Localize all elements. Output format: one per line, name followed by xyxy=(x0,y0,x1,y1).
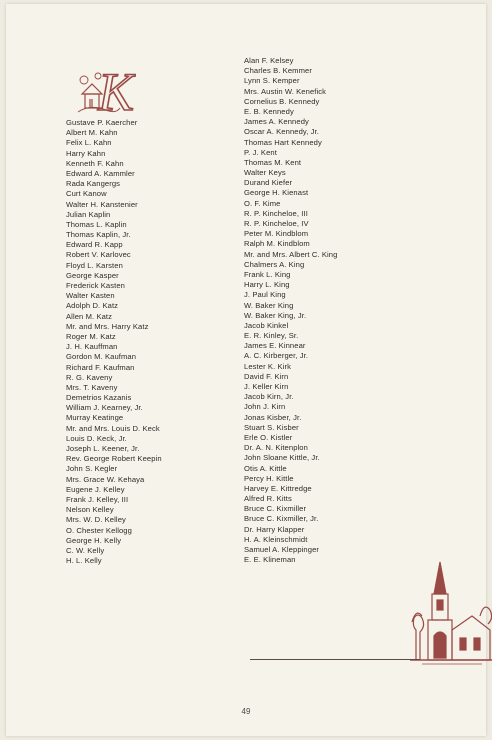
donor-name: Allen M. Katz xyxy=(66,311,113,321)
donor-name: O. F. Kime xyxy=(244,198,281,208)
donor-name: Ralph M. Kindblom xyxy=(244,239,310,249)
donor-name: Thomas M. Kent xyxy=(244,157,302,167)
donor-name: Bruce C. Kixmiller, Jr. xyxy=(244,514,319,524)
donor-name: Joseph L. Keener, Jr. xyxy=(66,444,140,453)
donor-name: James A. Kennedy xyxy=(244,117,309,127)
donor-name: Lester K. Kirk xyxy=(244,361,291,371)
initial-letter: K xyxy=(98,62,135,122)
donor-name: Samuel A. Kleppinger xyxy=(244,545,320,554)
donor-name: R. P. Kincheloe, III xyxy=(244,208,308,218)
donor-name: Frank L. King xyxy=(244,269,291,279)
donor-name: Lynn S. Kemper xyxy=(244,76,300,86)
donor-name: H. A. Kleinschmidt xyxy=(244,534,308,544)
donor-name: Percy H. Kittle xyxy=(244,473,294,483)
donor-name: Albert M. Kahn xyxy=(66,128,118,138)
donor-name: Walter Keys xyxy=(244,168,286,178)
donor-name: Gordon M. Kaufman xyxy=(66,352,137,362)
donor-name: Julian Kaplin xyxy=(66,209,111,219)
donor-name: Edward R. Kapp xyxy=(66,240,123,250)
donor-name: W. Baker King xyxy=(244,300,294,310)
page-number: 49 xyxy=(241,707,251,716)
donor-name: Thomas Hart Kennedy xyxy=(244,137,322,147)
donor-name: Mrs. Austin W. Kenefick xyxy=(244,86,327,96)
donor-name: Mr. and Mrs. Harry Katz xyxy=(66,321,149,331)
church-illustration-icon xyxy=(410,560,492,666)
donor-name: Stuart S. Kisber xyxy=(244,422,299,432)
donor-name: Jonas Kisber, Jr. xyxy=(244,412,302,422)
donor-name: Edward A. Kammler xyxy=(66,168,135,178)
ground-rule xyxy=(250,659,420,660)
donor-name: Harry Kahn xyxy=(66,148,106,158)
donor-list-right xyxy=(244,56,337,565)
donor-name: Peter M. Kindblom xyxy=(244,229,309,239)
donor-name: John Sloane Kittle, Jr. xyxy=(244,453,320,463)
donor-name: Nelson Kelley xyxy=(66,505,114,515)
donor-name: Chalmers A. King xyxy=(244,259,305,269)
donor-name: W. Baker King, Jr. xyxy=(244,310,307,320)
donor-name: Roger M. Katz xyxy=(66,331,116,341)
donor-name: Robert V. Karlovec xyxy=(66,250,131,260)
donor-name: O. Chester Kellogg xyxy=(66,525,132,535)
donor-name: C. W. Kelly xyxy=(66,545,105,555)
donor-name: Rada Kangergs xyxy=(66,179,121,189)
donor-name: Mrs. W. D. Kelley xyxy=(66,515,126,525)
donor-name: David F. Kirn xyxy=(244,371,289,381)
donor-name: Mrs. T. Kaveny xyxy=(66,382,118,392)
donor-name: A. C. Kirberger, Jr. xyxy=(244,351,309,361)
donor-name: H. L. Kelly xyxy=(66,556,102,566)
donor-name: Adolph D. Katz xyxy=(66,301,119,311)
donor-name: George H. Kelly xyxy=(66,535,122,545)
donor-name: Harry L. King xyxy=(244,280,290,290)
donor-name: George H. Kienast xyxy=(244,188,309,198)
donor-name: Richard F. Kaufman xyxy=(66,362,135,372)
donor-name: Felix L. Kahn xyxy=(66,138,112,148)
donor-name: Otis A. Kittle xyxy=(244,463,287,473)
donor-name: Dr. A. N. Kitenplon xyxy=(244,443,308,453)
donor-name: Mr. and Mrs. Louis D. Keck xyxy=(66,423,160,433)
donor-name: Charles B. Kemmer xyxy=(244,66,312,76)
donor-name: P. J. Kent xyxy=(244,147,277,157)
donor-name: Erle O. Kistler xyxy=(244,432,293,442)
donor-name: Rev. George Robert Keepin xyxy=(66,454,162,464)
donor-name: Curt Kanow xyxy=(66,189,107,199)
donor-name: Bruce C. Kixmiller xyxy=(244,504,307,514)
donor-name: J. Paul King xyxy=(244,290,286,300)
donor-name: Walter H. Kanstenier xyxy=(66,199,138,209)
donor-name: Murray Keatinge xyxy=(66,413,124,423)
ornamental-letter-k-icon xyxy=(76,60,136,124)
donor-name: Jacob Kirn, Jr. xyxy=(244,392,294,402)
donor-name: Eugene J. Kelley xyxy=(66,484,125,494)
donor-name: Gustave P. Kaercher xyxy=(66,118,138,127)
donor-name: Frederick Kasten xyxy=(66,281,125,290)
donor-name: Walter Kasten xyxy=(66,291,115,301)
donor-name: J. H. Kauffman xyxy=(66,342,118,352)
donor-name: Alan F. Kelsey xyxy=(244,56,294,65)
donor-name: George Kasper xyxy=(66,270,119,280)
donor-name: Thomas Kaplin, Jr. xyxy=(66,230,131,240)
donor-name: Kenneth F. Kahn xyxy=(66,158,124,168)
donor-name: E. B. Kennedy xyxy=(244,106,294,116)
donor-name: Louis D. Keck, Jr. xyxy=(66,433,127,443)
donor-list-left xyxy=(66,118,162,566)
donor-name: Mrs. Grace W. Kehaya xyxy=(66,474,145,484)
donor-name: Frank J. Kelley, III xyxy=(66,494,129,504)
donor-name: Floyd L. Karsten xyxy=(66,260,123,270)
donor-name: Durand Kiefer xyxy=(244,178,293,188)
donor-name: John S. Kegler xyxy=(66,464,118,474)
donor-name: R. G. Kaveny xyxy=(66,372,113,382)
donor-name: Alfred R. Kitts xyxy=(244,494,292,504)
donor-name: William J. Kearney, Jr. xyxy=(66,403,143,413)
donor-name: Harvey E. Kittredge xyxy=(244,483,312,493)
donor-name: James E. Kinnear xyxy=(244,341,306,351)
donor-name: R. P. Kincheloe, IV xyxy=(244,219,309,228)
donor-name: E. E. Klineman xyxy=(244,555,296,565)
donor-name: Dr. Harry Klapper xyxy=(244,524,305,534)
donor-name: Oscar A. Kennedy, Jr. xyxy=(244,127,319,137)
donor-name: J. Keller Kirn xyxy=(244,382,289,391)
donor-name: Thomas L. Kaplin xyxy=(66,219,127,229)
donor-name: Cornelius B. Kennedy xyxy=(244,96,320,106)
donor-name: Mr. and Mrs. Albert C. King xyxy=(244,249,338,259)
donor-name: Demetrios Kazanis xyxy=(66,393,132,403)
donor-name: E. R. Kinley, Sr. xyxy=(244,331,299,341)
donor-name: John J. Kirn xyxy=(244,402,286,412)
donor-name: Jacob Kinkel xyxy=(244,320,289,330)
